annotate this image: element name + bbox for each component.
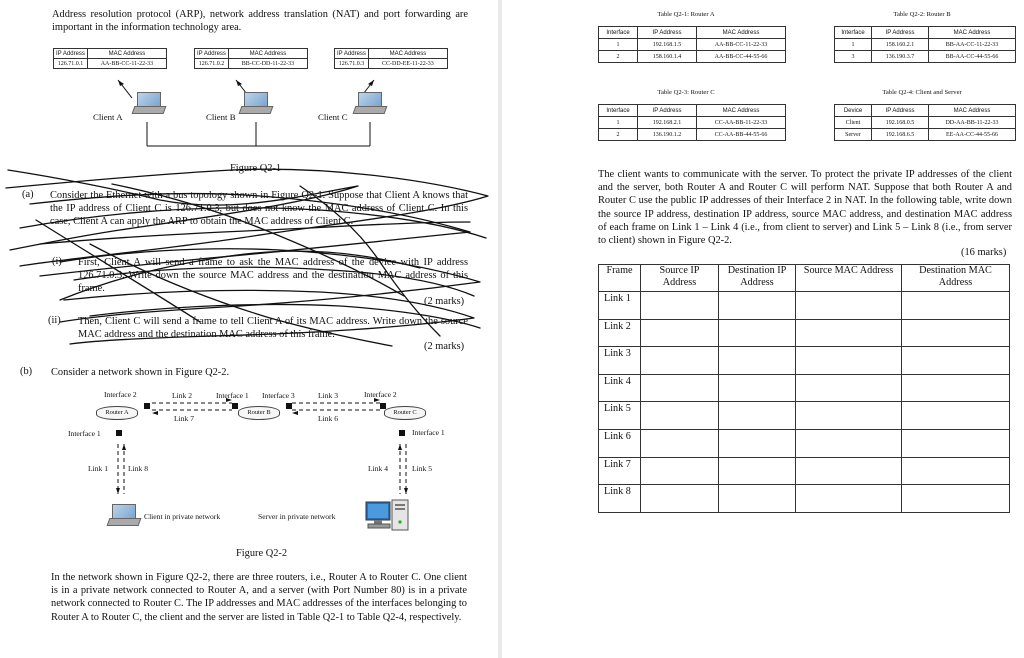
label-link-6: Link 6 bbox=[318, 414, 339, 423]
table-cell: 192.168.2.1 bbox=[638, 117, 697, 129]
label-link-3: Link 3 bbox=[318, 391, 339, 400]
answer-cell[interactable] bbox=[641, 485, 719, 513]
client-b-label: Client B bbox=[206, 112, 236, 122]
label-router-a-interface-2: Interface 2 bbox=[104, 390, 137, 399]
part-b-text: Consider a network shown in Figure Q2-2. bbox=[51, 367, 230, 378]
answer-cell[interactable] bbox=[902, 429, 1010, 457]
table-q2-3-title: Table Q2-3: Router C bbox=[657, 89, 715, 96]
answer-header-destination-ip: Destination IP Address bbox=[719, 265, 796, 292]
table-q2-4 bbox=[834, 104, 1016, 141]
table-cell: 1 bbox=[599, 117, 638, 129]
client-a-mac: AA-BB-CC-11-22-33 bbox=[87, 59, 166, 69]
answer-cell[interactable] bbox=[796, 485, 902, 513]
table-cell: Server bbox=[835, 129, 872, 141]
server-computer-icon bbox=[364, 498, 412, 534]
answer-row-link-5 bbox=[599, 402, 1010, 430]
router-a-interface-1-icon bbox=[116, 430, 122, 436]
ip-header: IP Address bbox=[335, 49, 369, 59]
table-cell: 2 bbox=[599, 51, 638, 63]
answer-cell[interactable] bbox=[796, 319, 902, 347]
table-q2-2 bbox=[834, 26, 1016, 63]
table-q2-4-title: Table Q2-4: Client and Server bbox=[882, 89, 962, 96]
router-a-interface-2-icon bbox=[144, 403, 150, 409]
frame-label: Link 1 bbox=[599, 292, 641, 320]
answer-cell[interactable] bbox=[719, 292, 796, 320]
table-cell: 1 bbox=[835, 39, 872, 51]
table-cell: BB-AA-CC-44-55-66 bbox=[929, 51, 1016, 63]
part-a-ii-marks: (2 marks) bbox=[424, 341, 465, 352]
table-cell: DD-AA-BB-11-22-33 bbox=[929, 117, 1016, 129]
table-cell: CC-AA-BB-44-55-66 bbox=[697, 129, 786, 141]
mac-header: MAC Address bbox=[368, 49, 447, 59]
table-header: MAC Address bbox=[929, 27, 1016, 39]
answer-cell[interactable] bbox=[796, 292, 902, 320]
label-router-a-interface-1: Interface 1 bbox=[68, 429, 101, 438]
answer-row-link-2 bbox=[599, 319, 1010, 347]
frame-label: Link 2 bbox=[599, 319, 641, 347]
answer-cell[interactable] bbox=[796, 429, 902, 457]
table-cell: CC-AA-BB-11-22-33 bbox=[697, 117, 786, 129]
answer-cell[interactable] bbox=[641, 374, 719, 402]
client-b-mac: BB-CC-DD-11-22-33 bbox=[228, 59, 307, 69]
table-header: Device bbox=[835, 105, 872, 117]
frame-label: Link 4 bbox=[599, 374, 641, 402]
client-c-ip: 126.71.0.3 bbox=[335, 59, 369, 69]
network-links bbox=[0, 0, 498, 540]
answer-cell[interactable] bbox=[902, 457, 1010, 485]
label-client-private-network: Client in private network bbox=[144, 512, 221, 521]
answer-cell[interactable] bbox=[719, 319, 796, 347]
answer-table bbox=[598, 264, 1010, 513]
answer-cell[interactable] bbox=[719, 402, 796, 430]
answer-cell[interactable] bbox=[641, 292, 719, 320]
ip-header: IP Address bbox=[54, 49, 88, 59]
client-b-ip: 126.71.0.2 bbox=[195, 59, 229, 69]
intro-text: Address resolution protocol (ARP), network address translation (NAT) and port forwarding are important in the information technology area. bbox=[52, 9, 468, 34]
label-server-private-network: Server in private network bbox=[258, 512, 336, 521]
router-c-interface-1-icon bbox=[399, 430, 405, 436]
client-laptop-icon bbox=[108, 504, 138, 526]
answer-cell[interactable] bbox=[719, 429, 796, 457]
mac-header: MAC Address bbox=[228, 49, 307, 59]
mac-header: MAC Address bbox=[87, 49, 166, 59]
part-a-ii-text: Then, Client C will send a frame to tell Client A of its MAC address. Write down the source MAC address and the destination MAC address of this frame. bbox=[78, 316, 468, 341]
answer-row-link-4 bbox=[599, 374, 1010, 402]
table-header: MAC Address bbox=[697, 105, 786, 117]
frame-label: Link 7 bbox=[599, 457, 641, 485]
label-link-2: Link 2 bbox=[172, 391, 193, 400]
answer-cell[interactable] bbox=[796, 374, 902, 402]
answer-cell[interactable] bbox=[796, 347, 902, 375]
table-cell: 136.190.3.7 bbox=[872, 51, 929, 63]
answer-cell[interactable] bbox=[719, 457, 796, 485]
router-b-interface-1-icon bbox=[232, 403, 238, 409]
right-page bbox=[502, 0, 1024, 658]
answer-cell[interactable] bbox=[796, 457, 902, 485]
frame-label: Link 3 bbox=[599, 347, 641, 375]
answer-header-source-mac: Source MAC Address bbox=[796, 265, 902, 292]
table-cell: AA-BB-CC-11-22-33 bbox=[697, 39, 786, 51]
answer-header-destination-mac: Destination MAC Address bbox=[902, 265, 1010, 292]
left-page bbox=[0, 0, 498, 658]
frame-label: Link 6 bbox=[599, 429, 641, 457]
client-a-label: Client A bbox=[93, 112, 123, 122]
ip-header: IP Address bbox=[195, 49, 229, 59]
table-header: MAC Address bbox=[929, 105, 1016, 117]
answer-header-source-ip: Source IP Address bbox=[641, 265, 719, 292]
client-c-mac: CC-DD-EE-11-22-33 bbox=[368, 59, 447, 69]
question-marks: (16 marks) bbox=[961, 247, 1007, 258]
figure-q2-1-caption: Figure Q2-1 bbox=[230, 163, 282, 174]
answer-cell[interactable] bbox=[902, 402, 1010, 430]
table-q2-1 bbox=[598, 26, 786, 63]
answer-cell[interactable] bbox=[902, 292, 1010, 320]
closing-paragraph: In the network shown in Figure Q2-2, there are three routers, i.e., Router A to Router C. One client is in a private network connected to Router A, and a server (with Port Number 80) is in a private network connected to Router C. The IP addresses and MAC addresses of the interfaces belonging to Router A to Router C, the client and the server are listed in Table Q2-1 to Table Q2-4, respectively. bbox=[51, 572, 467, 623]
answer-header-frame: Frame bbox=[599, 265, 641, 292]
part-a-i-text: First, Client A will send a frame to ask the MAC address of the device with IP address 126.71.0.3. Write down the source MAC address and the destination MAC address of this frame. bbox=[78, 257, 468, 295]
answer-row-link-3 bbox=[599, 347, 1010, 375]
answer-row-link-7 bbox=[599, 457, 1010, 485]
figure-q2-2-caption: Figure Q2-2 bbox=[236, 548, 288, 559]
table-cell: 192.168.0.5 bbox=[872, 117, 929, 129]
router-c: Router C bbox=[384, 406, 426, 420]
table-header: IP Address bbox=[638, 27, 697, 39]
table-cell: EE-AA-CC-44-55-66 bbox=[929, 129, 1016, 141]
label-router-b-interface-3: Interface 3 bbox=[262, 391, 295, 400]
table-header: Interface bbox=[835, 27, 872, 39]
table-header: IP Address bbox=[638, 105, 697, 117]
label-router-c-interface-2: Interface 2 bbox=[364, 390, 397, 399]
table-cell: 1 bbox=[599, 39, 638, 51]
table-cell: 158.160.1.4 bbox=[638, 51, 697, 63]
table-cell: BB-AA-CC-11-22-33 bbox=[929, 39, 1016, 51]
answer-cell[interactable] bbox=[641, 347, 719, 375]
table-cell: 136.190.1.2 bbox=[638, 129, 697, 141]
table-header: IP Address bbox=[872, 105, 929, 117]
table-q2-2-title: Table Q2-2: Router B bbox=[893, 11, 951, 18]
table-header: MAC Address bbox=[697, 27, 786, 39]
answer-row-link-8 bbox=[599, 485, 1010, 513]
router-b-interface-3-icon bbox=[286, 403, 292, 409]
table-cell: 192.168.6.5 bbox=[872, 129, 929, 141]
part-a-i-marks: (2 marks) bbox=[424, 296, 465, 307]
answer-cell[interactable] bbox=[902, 485, 1010, 513]
part-a-text: Consider the Ethernet with a bus topology shown in Figure Q2-1. Suppose that Client A knows that the IP address of Client C is 126.71.0.3, but does not know the MAC address of Client C. In this case, Client A can apply the ARP to obtain the MAC address of Client C. bbox=[50, 190, 468, 228]
label-link-7: Link 7 bbox=[174, 414, 195, 423]
part-a-label: (a) bbox=[22, 189, 34, 200]
answer-cell[interactable] bbox=[902, 319, 1010, 347]
router-b: Router B bbox=[238, 406, 280, 420]
table-cell: 192.168.1.5 bbox=[638, 39, 697, 51]
label-router-b-interface-1: Interface 1 bbox=[216, 391, 249, 400]
table-header: Interface bbox=[599, 105, 638, 117]
answer-cell[interactable] bbox=[902, 374, 1010, 402]
label-link-1: Link 1 bbox=[88, 464, 109, 473]
answer-row-link-1 bbox=[599, 292, 1010, 320]
answer-cell[interactable] bbox=[719, 485, 796, 513]
answer-cell[interactable] bbox=[641, 429, 719, 457]
answer-cell[interactable] bbox=[719, 347, 796, 375]
table-q2-3 bbox=[598, 104, 786, 141]
router-a: Router A bbox=[96, 406, 138, 420]
table-cell: 2 bbox=[599, 129, 638, 141]
frame-label: Link 8 bbox=[599, 485, 641, 513]
answer-cell[interactable] bbox=[796, 402, 902, 430]
frame-label: Link 5 bbox=[599, 402, 641, 430]
part-a-i-label: (i) bbox=[52, 256, 62, 267]
table-cell: 158.160.2.1 bbox=[872, 39, 929, 51]
answer-cell[interactable] bbox=[641, 319, 719, 347]
label-link-8: Link 8 bbox=[128, 464, 149, 473]
answer-cell[interactable] bbox=[641, 402, 719, 430]
table-header: Interface bbox=[599, 27, 638, 39]
part-a-ii-label: (ii) bbox=[48, 315, 61, 326]
label-link-4: Link 4 bbox=[368, 464, 389, 473]
router-c-interface-2-icon bbox=[380, 403, 386, 409]
table-cell: Client bbox=[835, 117, 872, 129]
label-link-5: Link 5 bbox=[412, 464, 433, 473]
answer-cell[interactable] bbox=[641, 457, 719, 485]
client-c-label: Client C bbox=[318, 112, 348, 122]
table-cell: 3 bbox=[835, 51, 872, 63]
table-cell: AA-BB-CC-44-55-66 bbox=[697, 51, 786, 63]
table-header: IP Address bbox=[872, 27, 929, 39]
part-b-label: (b) bbox=[20, 366, 33, 377]
answer-cell[interactable] bbox=[719, 374, 796, 402]
answer-row-link-6 bbox=[599, 429, 1010, 457]
table-q2-1-title: Table Q2-1: Router A bbox=[657, 11, 715, 18]
client-a-ip: 126.71.0.1 bbox=[54, 59, 88, 69]
question-text: The client wants to communicate with the server. To protect the private IP addresses of the client and the server, both Router A and Router C will perform NAT. Suppose that both Router A and Router C use the public IP addresses of their Interface 2 in NAT. In the following table, write down the source IP address, destination IP address, source MAC address, and destination MAC address of each frame on Link 1 – Link 4 (i.e., from client to server) and Link 5 – Link 8 (i.e., from server to client) shown in Figure Q2-2. bbox=[598, 169, 1012, 247]
answer-cell[interactable] bbox=[902, 347, 1010, 375]
label-router-c-interface-1: Interface 1 bbox=[412, 428, 445, 437]
